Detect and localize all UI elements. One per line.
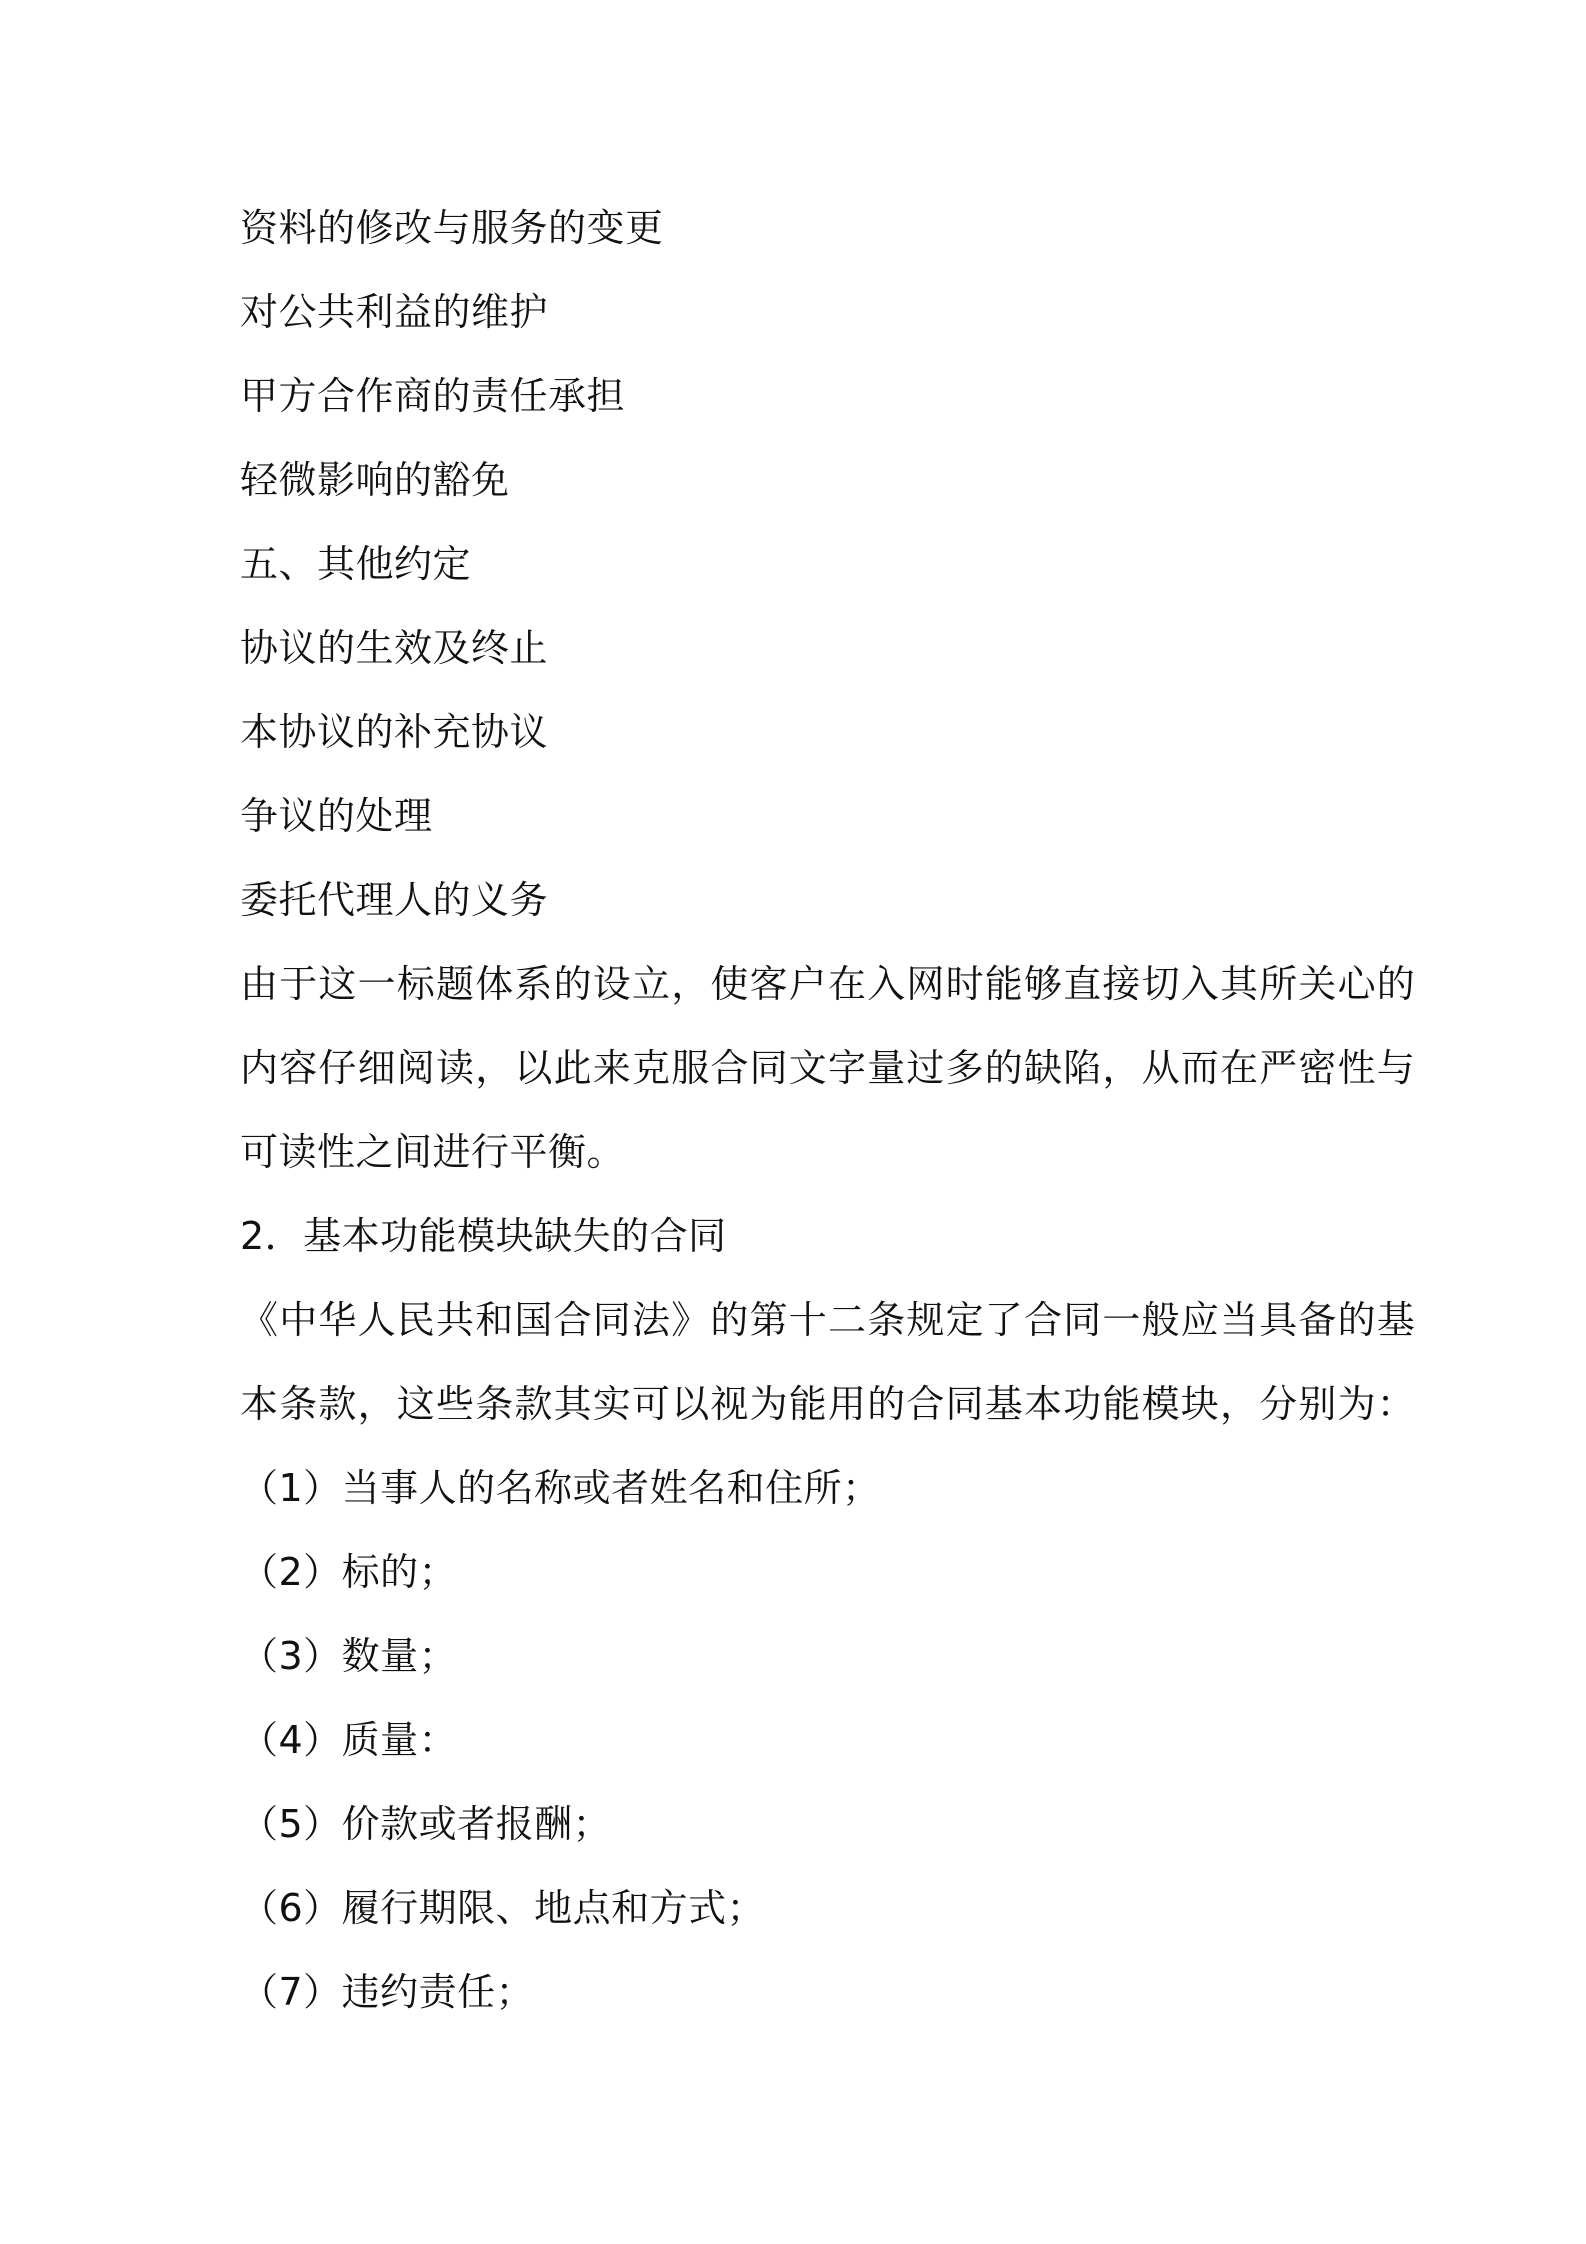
heading-effect-termination: 协议的生效及终止 bbox=[240, 626, 549, 670]
list-item: （4）质量： bbox=[240, 1718, 458, 1762]
list-item: （6）履行期限、地点和方式； bbox=[240, 1886, 766, 1930]
heading-public-interest: 对公共利益的维护 bbox=[240, 290, 549, 334]
heading-minor-impact-exemption: 轻微影响的豁免 bbox=[240, 458, 510, 502]
subsection-heading: 2．基本功能模块缺失的合同 bbox=[240, 1214, 727, 1258]
list-item: （7）违约责任； bbox=[240, 1970, 535, 2014]
section-heading-other-agreements: 五、其他约定 bbox=[240, 542, 472, 586]
list-item: （1）当事人的名称或者姓名和住所； bbox=[240, 1466, 881, 1510]
paragraph-line: 可读性之间进行平衡。 bbox=[240, 1130, 626, 1174]
list-item: （2）标的； bbox=[240, 1550, 458, 1594]
heading-partner-liability: 甲方合作商的责任承担 bbox=[240, 374, 626, 418]
list-item: （5）价款或者报酬； bbox=[240, 1802, 612, 1846]
list-item: （3）数量； bbox=[240, 1634, 458, 1678]
heading-data-modification: 资料的修改与服务的变更 bbox=[240, 206, 664, 250]
heading-dispute-resolution: 争议的处理 bbox=[240, 794, 433, 838]
heading-agent-obligations: 委托代理人的义务 bbox=[240, 878, 549, 922]
paragraph-line: 内容仔细阅读，以此来克服合同文字量过多的缺陷，从而在严密性与 bbox=[240, 1046, 1417, 1090]
paragraph-line: 由于这一标题体系的设立，使客户在入网时能够直接切入其所关心的 bbox=[240, 962, 1417, 1006]
paragraph-line: 本条款，这些条款其实可以视为能用的合同基本功能模块，分别为： bbox=[240, 1382, 1417, 1426]
heading-supplementary-agreement: 本协议的补充协议 bbox=[240, 710, 549, 754]
paragraph-line: 《中华人民共和国合同法》的第十二条规定了合同一般应当具备的基 bbox=[240, 1298, 1417, 1342]
